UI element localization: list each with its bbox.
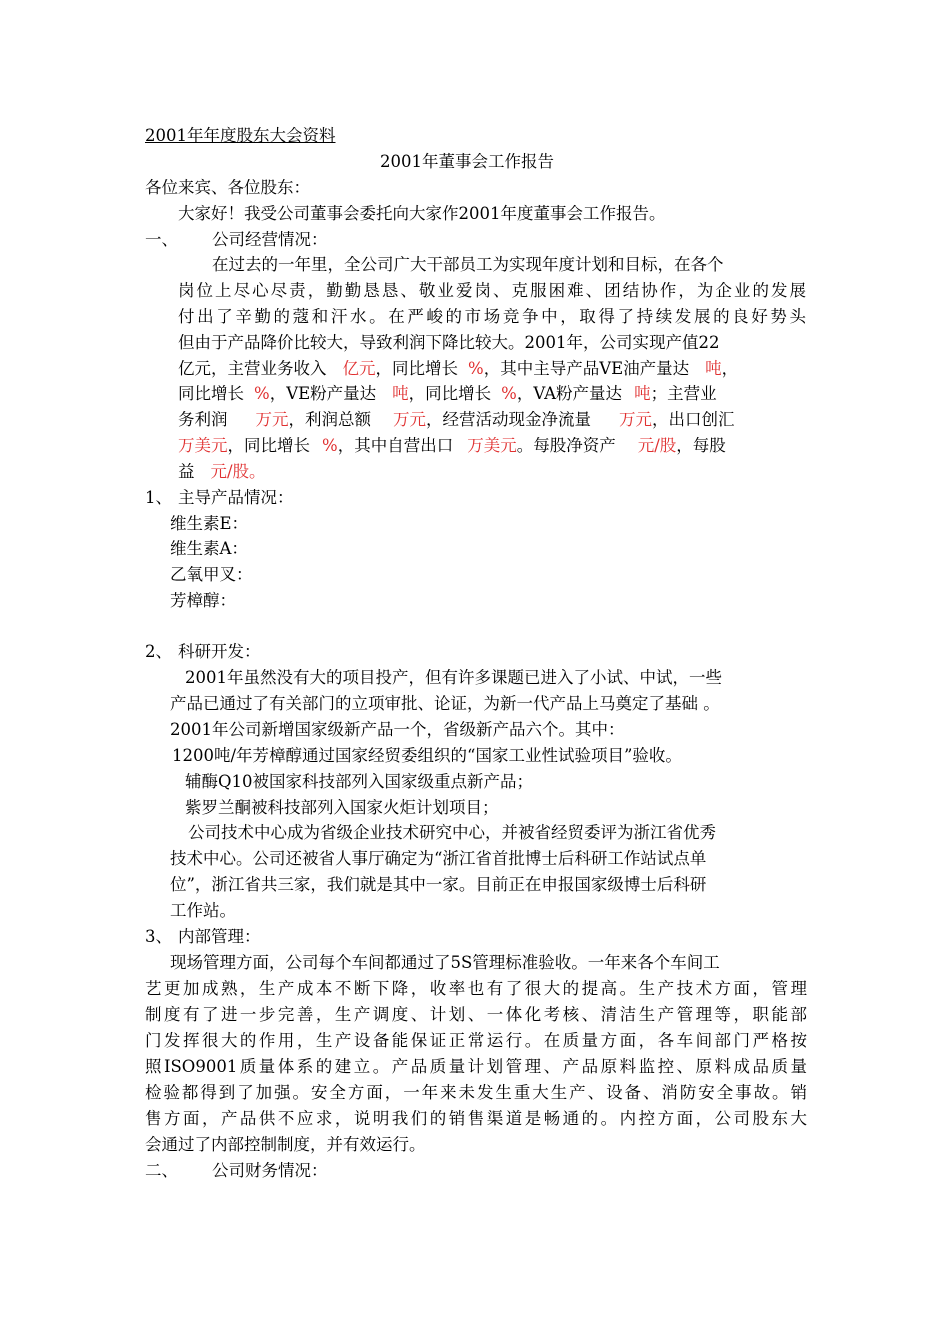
paragraph-line: 2001年虽然没有大的项目投产，但有许多课题已进入了小试、中试，一些 [185, 668, 722, 687]
unit-placeholder: 万美元 [178, 436, 228, 455]
product-item: 维生素E： [170, 514, 249, 533]
document-title: 2001年董事会工作报告 [380, 152, 554, 171]
paragraph-line: 2001年公司新增国家级新产品一个，省级新产品六个。其中： [170, 720, 625, 739]
paragraph-line: 照ISO9001质量体系的建立。产品质量计划管理、产品原料监控、原料成品质量 [145, 1057, 807, 1076]
text-fragment: ，经营活动现金净流量 [426, 410, 591, 429]
paragraph-line: 产品已通过了有关部门的立项审批、论证，为新一代产品上马奠定了基础 。 [170, 694, 720, 713]
greeting: 各位来宾、各位股东： [145, 178, 310, 197]
text-fragment: ，同比增长 [375, 359, 458, 378]
unit-placeholder: 元/股。 [210, 462, 266, 481]
paragraph-line: 售方面，产品供不应求，说明我们的销售渠道是畅通的。内控方面，公司股东大 [145, 1109, 807, 1128]
text-fragment: ，其中主导产品VE油产量达 [483, 359, 690, 378]
text-fragment: ，同比增长 [227, 436, 310, 455]
document-header: 2001年年度股东大会资料 [145, 126, 336, 145]
subsection-3-heading: 内部管理： [178, 927, 261, 946]
unit-placeholder: 元/股 [637, 436, 677, 455]
paragraph-line: 门发挥很大的作用，生产设备能保证正常运行。在质量方面，各车间部门严格按 [145, 1031, 807, 1050]
subsection-3-number: 3、 [145, 927, 172, 946]
text-fragment: ，每股 [676, 436, 726, 455]
intro-paragraph: 大家好！我受公司董事会委托向大家作2001年度董事会工作报告。 [178, 204, 666, 223]
section-1-heading: 公司经营情况： [212, 230, 328, 249]
text-fragment: ，利润总额 [288, 410, 371, 429]
text-fragment: 亿元，主营业务收入 [178, 359, 327, 378]
unit-placeholder: 万元 [255, 410, 289, 429]
unit-placeholder: % [468, 359, 484, 378]
text-fragment: ，其中自营出口 [337, 436, 454, 455]
text-fragment: ， [721, 359, 739, 378]
product-item: 芳樟醇： [170, 591, 236, 610]
unit-placeholder: 亿元 [342, 359, 376, 378]
product-item: 乙氧甲叉： [170, 565, 253, 584]
text-fragment: ，出口创汇 [652, 410, 735, 429]
unit-placeholder: 吨 [392, 384, 409, 403]
paragraph-line: 付出了辛勤的蔻和汗水。在严峻的市场竞争中，取得了持续发展的良好势头 [178, 307, 806, 326]
product-item: 维生素A： [170, 539, 248, 558]
section-1-number: 一、 [145, 230, 178, 249]
subsection-2-heading: 科研开发： [178, 642, 261, 661]
text-fragment: 益 [178, 462, 195, 481]
paragraph-line [178, 356, 738, 382]
paragraph-line: 但由于产品降价比较大，导致利润下降比较大。2001年，公司实现产值22 [178, 333, 720, 352]
subsection-2-number: 2、 [145, 642, 172, 661]
paragraph-line: 艺更加成熟，生产成本不断下降，收率也有了很大的提高。生产技术方面，管理 [145, 979, 807, 998]
paragraph-line [178, 381, 717, 407]
text-fragment: 。每股净资产 [516, 436, 616, 455]
paragraph-line: 检验都得到了加强。安全方面，一年来未发生重大生产、设备、消防安全事故。销 [145, 1083, 807, 1102]
paragraph-line: 在过去的一年里，全公司广大干部员工为实现年度计划和目标，在各个 [212, 255, 724, 274]
paragraph-line: 会通过了内部控制制度，并有效运行。 [145, 1135, 426, 1154]
paragraph-line: 紫罗兰酮被科技部列入国家火炬计划项目； [185, 798, 499, 817]
paragraph-line: 岗位上尽心尽责，勤勤恳恳、敬业爱岗、克服困难、团结协作，为企业的发展 [178, 281, 806, 300]
text-fragment: ；主营业 [650, 384, 717, 403]
paragraph-line: 1200吨/年芳樟醇通过国家经贸委组织的“国家工业性试验项目”验收。 [172, 746, 682, 765]
paragraph-line [178, 433, 726, 459]
section-2-heading: 公司财务情况： [212, 1161, 328, 1180]
unit-placeholder: % [254, 384, 270, 403]
unit-placeholder: 吨 [705, 359, 722, 378]
text-fragment: ，VA粉产量达 [516, 384, 623, 403]
paragraph-line: 位”，浙江省共三家，我们就是其中一家。目前正在申报国家级博士后科研 [170, 875, 707, 894]
paragraph-line [178, 407, 735, 433]
section-2-number: 二、 [145, 1161, 178, 1180]
text-fragment: 务利润 [178, 410, 228, 429]
unit-placeholder: 万美元 [467, 436, 517, 455]
text-fragment: ，VE粉产量达 [269, 384, 377, 403]
subsection-1-heading: 主导产品情况： [178, 488, 294, 507]
paragraph-line: 公司技术中心成为省级企业技术研究中心，并被省经贸委评为浙江省优秀 [188, 823, 716, 842]
unit-placeholder: % [501, 384, 517, 403]
subsection-1-number: 1、 [145, 488, 172, 507]
text-fragment: 同比增长 [178, 384, 244, 403]
text-fragment: ，同比增长 [408, 384, 492, 403]
paragraph-line: 制度有了进一步完善，生产调度、计划、一体化考核、清洁生产管理等，职能部 [145, 1005, 807, 1024]
paragraph-line: 工作站。 [170, 901, 236, 920]
unit-placeholder: % [322, 436, 338, 455]
paragraph-line: 辅酶Q10被国家科技部列入国家级重点新产品； [185, 772, 534, 791]
unit-placeholder: 万元 [619, 410, 652, 429]
paragraph-line: 技术中心。公司还被省人事厅确定为“浙江省首批博士后科研工作站试点单 [170, 849, 707, 868]
paragraph-line: 现场管理方面，公司每个车间都通过了5S管理标准验收。一年来各个车间工 [170, 953, 720, 972]
unit-placeholder: 万元 [393, 410, 426, 429]
unit-placeholder: 吨 [634, 384, 651, 403]
paragraph-line [178, 459, 266, 485]
